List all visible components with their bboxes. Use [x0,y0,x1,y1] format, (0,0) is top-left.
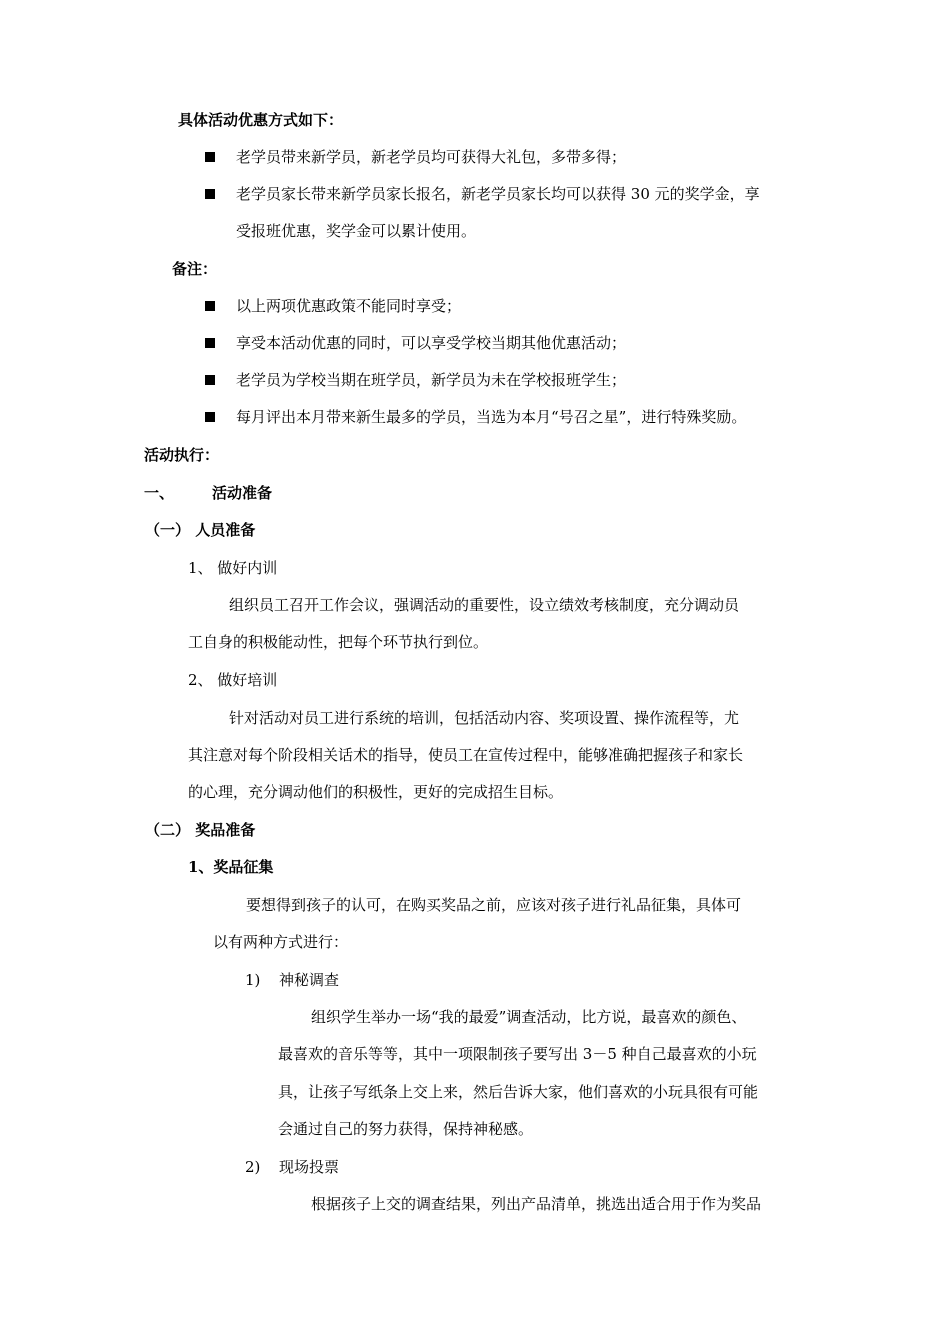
method-1-title: 神秘调查 [279,971,340,989]
subsection-1-title: （一） 人员准备 [145,521,256,539]
method-1-number: 1) [245,971,261,989]
note-item-2: 享受本活动优惠的同时，可以享受学校当期其他优惠活动； [236,334,627,352]
item-2-title: 2、 做好培训 [188,671,278,689]
prize-paragraph-line-2: 以有两种方式进行： [213,933,349,951]
bullet-square-icon [205,375,215,385]
method-1-paragraph-line-1: 组织学生举办一场“我的最爱”调查活动，比方说，最喜欢的颜色、 [311,1008,747,1026]
item-1-paragraph-line-1: 组织员工召开工作会议，强调活动的重要性，设立绩效考核制度，充分调动员 [229,596,740,614]
offer-item-1: 老学员带来新学员，新老学员均可获得大礼包，多带多得； [236,148,627,166]
method-2-number: 2) [245,1158,261,1176]
bullet-square-icon [205,412,215,422]
prize-collection-title: 1、奖品征集 [188,858,274,876]
offer-item-2-line-1: 老学员家长带来新学员家长报名，新老学员家长均可以获得 30 元的奖学金，享 [236,185,760,203]
section-1-number: 一、 [144,484,175,502]
item-2-paragraph-line-2: 其注意对每个阶段相关话术的指导，使员工在宣传过程中，能够准确把握孩子和家长 [188,746,744,764]
method-1-paragraph-line-4: 会通过自己的努力获得，保持神秘感。 [278,1120,534,1138]
offers-heading: 具体活动优惠方式如下： [178,111,344,129]
method-1-paragraph-line-3: 具，让孩子写纸条上交上来，然后告诉大家，他们喜欢的小玩具很有可能 [278,1083,759,1101]
prize-paragraph-line-1: 要想得到孩子的认可，在购买奖品之前，应该对孩子进行礼品征集，具体可 [246,896,742,914]
bullet-square-icon [205,189,215,199]
note-item-1: 以上两项优惠政策不能同时享受； [236,297,462,315]
method-2-title: 现场投票 [279,1158,340,1176]
item-1-title: 1、 做好内训 [188,559,278,577]
method-2-paragraph-line-1: 根据孩子上交的调查结果，列出产品清单，挑选出适合用于作为奖品 [311,1195,762,1213]
item-2-paragraph-line-1: 针对活动对员工进行系统的培训，包括活动内容、奖项设置、操作流程等，尤 [229,709,740,727]
item-2-paragraph-line-3: 的心理，充分调动他们的积极性，更好的完成招生目标。 [188,783,564,801]
notes-heading: 备注： [172,260,218,278]
method-1-paragraph-line-2: 最喜欢的音乐等等，其中一项限制孩子要写出 3－5 种自己最喜欢的小玩 [278,1045,757,1063]
subsection-2-title: （二） 奖品准备 [145,821,256,839]
item-1-paragraph-line-2: 工自身的积极能动性，把每个环节执行到位。 [188,633,489,651]
bullet-square-icon [205,338,215,348]
execution-heading: 活动执行： [144,446,220,464]
bullet-square-icon [205,301,215,311]
section-1-title: 活动准备 [212,484,273,502]
note-item-4: 每月评出本月带来新生最多的学员，当选为本月“号召之星”，进行特殊奖励。 [236,408,747,426]
offer-item-2-line-2: 受报班优惠，奖学金可以累计使用。 [236,222,477,240]
bullet-square-icon [205,152,215,162]
note-item-3: 老学员为学校当期在班学员，新学员为未在学校报班学生； [236,371,627,389]
